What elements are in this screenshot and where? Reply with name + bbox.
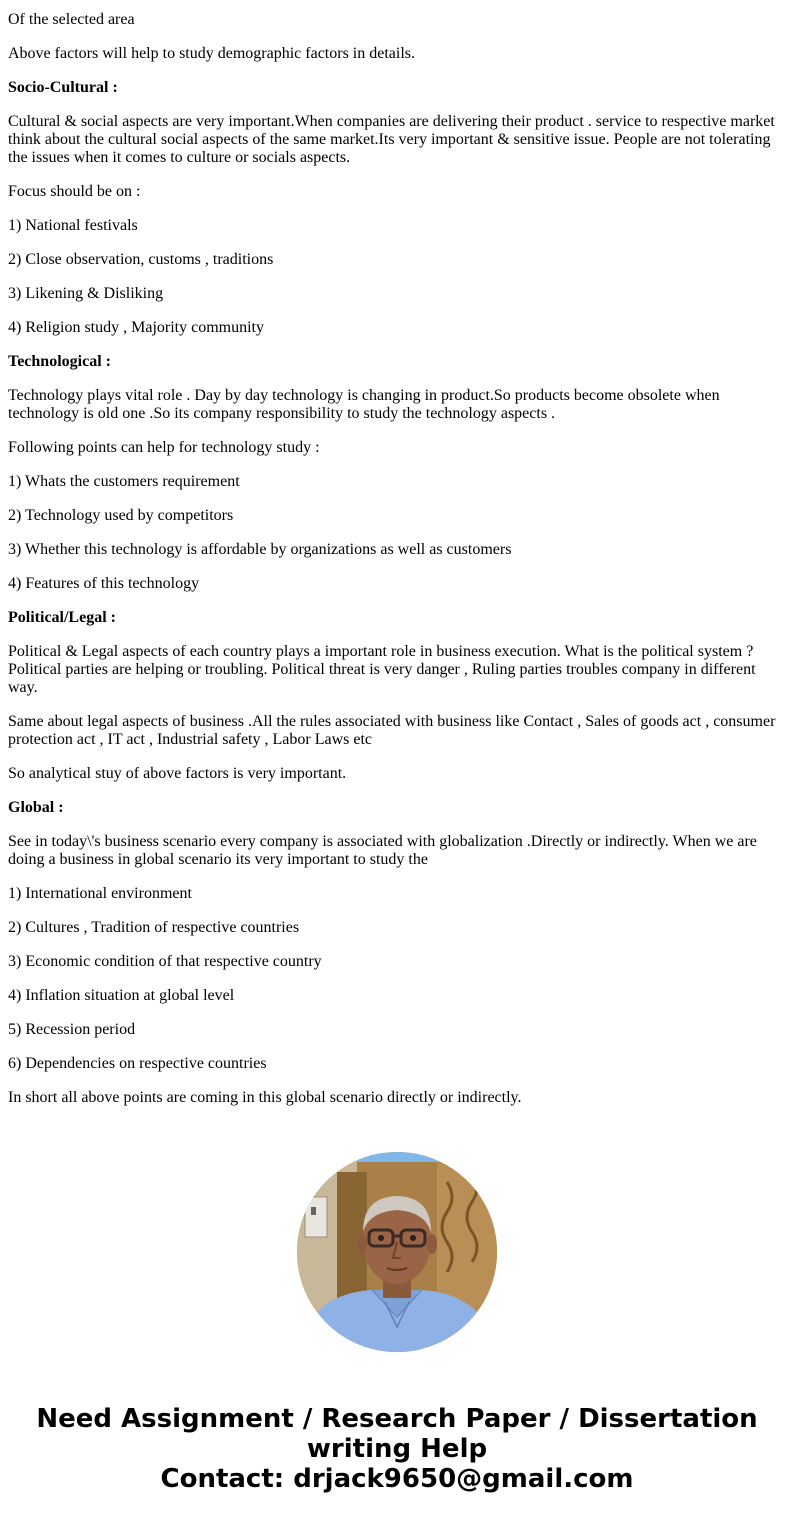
paragraph: 1) National festivals (8, 217, 138, 234)
paragraph: In short all above points are coming in this global scenario directly or indirectly. (8, 1089, 522, 1106)
paragraph: 3) Likening & Disliking (8, 285, 164, 302)
paragraph: 4) Inflation situation at global level (8, 987, 235, 1004)
section-heading: Technological : (8, 353, 111, 370)
paragraph: Political & Legal aspects of each country plays a important role in business execution. What is the political system ? Political parties are helping or troubling. Political threat is very danger , Ruling parties troubles company in different way. (8, 643, 756, 696)
section-heading: Global : (8, 799, 64, 816)
author-avatar (297, 1152, 497, 1352)
paragraph: See in today\'s business scenario every company is associated with globalization .Directly or indirectly. When we are doing a business in global scenario its very important to study the (8, 833, 757, 868)
paragraph: 3) Economic condition of that respective country (8, 953, 322, 970)
article-body (8, 0, 783, 1123)
paragraph: 1) Whats the customers requirement (8, 473, 240, 490)
section-heading: Political/Legal : (8, 609, 116, 626)
paragraph: 4) Features of this technology (8, 575, 200, 592)
paragraph: Following points can help for technology study : (8, 439, 320, 456)
paragraph: 6) Dependencies on respective countries (8, 1055, 267, 1072)
paragraph: Of the selected area (8, 11, 135, 28)
paragraph: 2) Cultures , Tradition of respective countries (8, 919, 300, 936)
paragraph: Technology plays vital role . Day by day technology is changing in product.So products become obsolete when technology is old one .So its company responsibility to study the technology aspects . (8, 387, 720, 422)
paragraph: Above factors will help to study demographic factors in details. (8, 45, 416, 62)
paragraph: 3) Whether this technology is affordable by organizations as well as customers (8, 541, 512, 558)
paragraph: 1) International environment (8, 885, 192, 902)
author-portrait-image (297, 1152, 497, 1352)
paragraph: Same about legal aspects of business .All the rules associated with business like Contact , Sales of goods act , consumer protection act , IT act , Industrial safety , Labor Laws etc (8, 713, 776, 748)
paragraph: 4) Religion study , Majority community (8, 319, 264, 336)
paragraph: 5) Recession period (8, 1021, 136, 1038)
paragraph: Focus should be on : (8, 183, 141, 200)
footer-contact: Contact: drjack9650@gmail.com (160, 1464, 634, 1494)
paragraph: 2) Technology used by competitors (8, 507, 234, 524)
paragraph: So analytical stuy of above factors is very important. (8, 765, 347, 782)
section-heading: Socio-Cultural : (8, 79, 118, 96)
footer-line-1: Need Assignment / Research Paper / Dissertation (36, 1404, 758, 1434)
paragraph: Cultural & social aspects are very important.When companies are delivering their product . service to respective market think about the cultural social aspects of the same market.Its very important & sensitive issue. People are not tolerating the issues when it comes to culture or socials aspects. (8, 113, 775, 166)
footer-promo (0, 1404, 794, 1494)
footer-line-2: writing Help (306, 1434, 488, 1464)
paragraph: 2) Close observation, customs , traditions (8, 251, 274, 268)
